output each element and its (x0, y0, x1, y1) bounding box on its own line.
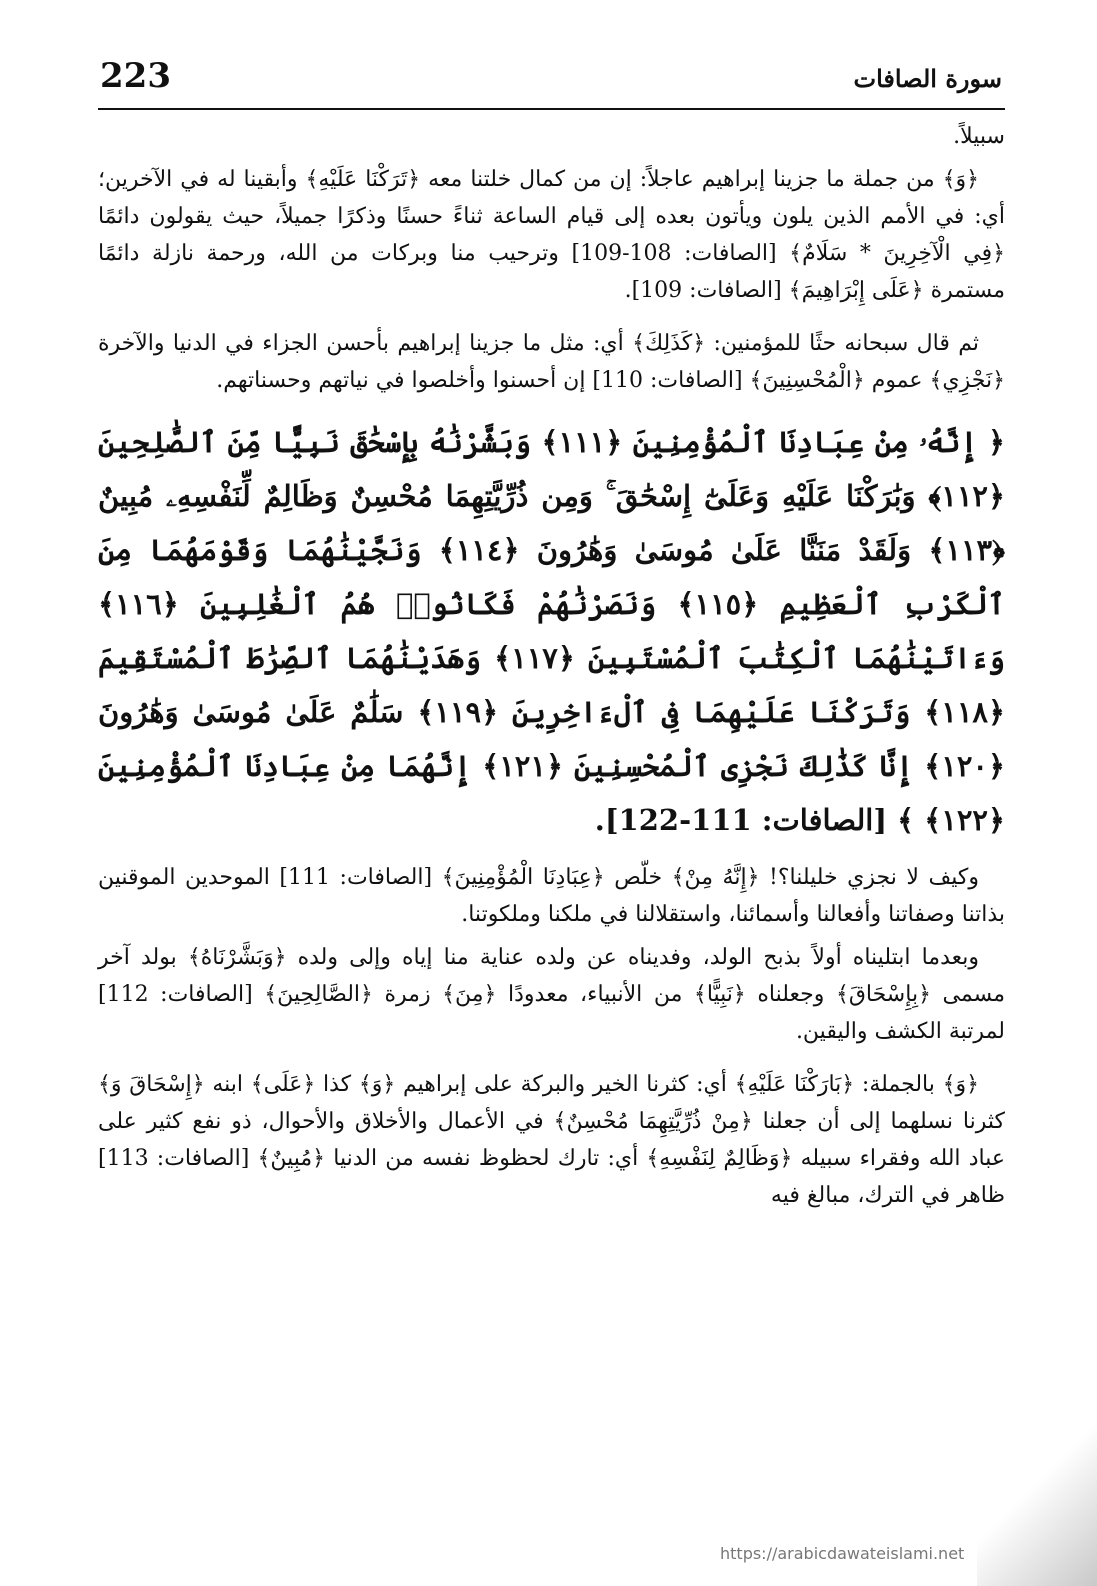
paragraph-commentary-3: وكيف لا نجزي خليلنا؟! ﴿إِنَّهُ مِنْ﴾ خلّص ﴿عِبَادِنَا الْمُؤْمِنِينَ﴾ [الصافات: 111] الموحدين الموقنين بذاتنا وصفاتنا وأفعالنا وأسمائنا، واستقلالنا في ملكنا وملكوتنا. (98, 865, 1005, 927)
paragraph-continuation: سبيلاً. (953, 124, 1005, 149)
website-watermark: https://arabicdawateislami.net (720, 1544, 965, 1563)
surah-title: سورة الصافات (853, 64, 1002, 93)
page-header (100, 56, 1002, 106)
paragraph-commentary-4: وبعدما ابتليناه أولاً بذبح الولد، وفديناه عن ولده عناية منا إياه وإلى ولده ﴿وَبَشَّرْنَاهُ﴾ بولد آخر مسمى ﴿بِإِسْحَاقَ﴾ وجعلناه ﴿نَبِيًّا﴾ من الأنبياء، معدودًا ﴿مِنَ﴾ زمرة ﴿الصَّالِحِينَ﴾ [الصافات: 112] لمرتبة الكشف واليقين. (98, 945, 1005, 1044)
page-number: 223 (100, 56, 171, 96)
header-divider (98, 108, 1005, 110)
quran-verses-block: ﴿ إِنَّهُۥ مِنْ عِبَادِنَا ٱلْمُؤْمِنِينَ ﴿١١١﴾ وَبَشَّرْنَٰهُ بِإِسْحَٰقَ نَبِيًّا مِّنَ ٱلصَّٰلِحِينَ ﴿١١٢﴾ وَبَٰرَكْنَا عَلَيْهِ وَعَلَىٰٓ إِسْحَٰقَ ۚ وَمِن ذُرِّيَّتِهِمَا مُحْسِنٌ وَظَالِمٌ لِّنَفْسِهِۦ مُبِينٌ ﴿١١٣﴾ وَلَقَدْ مَنَنَّا عَلَىٰ مُوسَىٰ وَهَٰرُونَ ﴿١١٤﴾ وَنَجَّيْنَٰهُمَا وَقَوْمَهُمَا مِنَ ٱلْكَرْبِ ٱلْعَظِيمِ ﴿١١٥﴾ وَنَصَرْنَٰهُمْ فَكَانُوا۟ هُمُ ٱلْغَٰلِبِينَ ﴿١١٦﴾ وَءَاتَيْنَٰهُمَا ٱلْكِتَٰبَ ٱلْمُسْتَبِينَ ﴿١١٧﴾ وَهَدَيْنَٰهُمَا ٱلصِّرَٰطَ ٱلْمُسْتَقِيمَ ﴿١١٨﴾ وَتَرَكْنَا عَلَيْهِمَا فِى ٱلْءَاخِرِينَ ﴿١١٩﴾ سَلَٰمٌ عَلَىٰ مُوسَىٰ وَهَٰرُونَ ﴿١٢٠﴾ إِنَّا كَذَٰلِكَ نَجْزِى ٱلْمُحْسِنِينَ ﴿١٢١﴾ إِنَّهُمَا مِنْ عِبَادِنَا ٱلْمُؤْمِنِينَ ﴿١٢٢﴾ ﴾ [الصافات: 111-122]. (98, 425, 1006, 837)
paragraph-commentary-2: ثم قال سبحانه حثًا للمؤمنين: ﴿كَذَلِكَ﴾ أي: مثل ما جزينا إبراهيم بأحسن الجزاء في الدنيا والآخرة ﴿نَجْزِي﴾ عموم ﴿الْمُحْسِنِينَ﴾ [الصافات: 110] إن أحسنوا وأخلصوا في نياتهم وحسناتهم. (98, 331, 1005, 393)
page-body (98, 118, 1005, 1230)
scan-edge-shadow (977, 1340, 1097, 1586)
paragraph-commentary-5: ﴿وَ﴾ بالجملة: ﴿بَارَكْنَا عَلَيْهِ﴾ أي: كثرنا الخير والبركة على إبراهيم ﴿وَ﴾ كذا ﴿عَلَى﴾ ابنه ﴿إِسْحَاقَ وَ﴾ كثرنا نسلهما إلى أن جعلنا ﴿مِنْ ذُرِّيَّتِهِمَا مُحْسِنٌ﴾ في الأعمال والأخلاق والأحوال، ذو نفع كثير على عباد الله وفقراء سبيله ﴿وَظَالِمٌ لِنَفْسِهِ﴾ أي: تارك لحظوظ نفسه من الدنيا ﴿مُبِينٌ﴾ [الصافات: 113] ظاهر في الترك، مبالغ فيه (98, 1072, 1005, 1208)
paragraph-commentary-1: ﴿وَ﴾ من جملة ما جزينا إبراهيم عاجلاً: إن من كمال خلتنا معه ﴿تَرَكْنَا عَلَيْهِ﴾ وأبقينا له في الآخرين؛ أي: في الأمم الذين يلون ويأتون بعده إلى قيام الساعة ثناءً حسنًا وذكرًا جميلاً، حيث يقولون دائمًا ﴿فِي الْآخِرِينَ * سَلَامٌ﴾ [الصافات: 108-109] وترحيب منا وبركات من الله، ورحمة نازلة دائمًا مستمرة ﴿عَلَى إِبْرَاهِيمَ﴾ [الصافات: 109]. (98, 167, 1005, 303)
